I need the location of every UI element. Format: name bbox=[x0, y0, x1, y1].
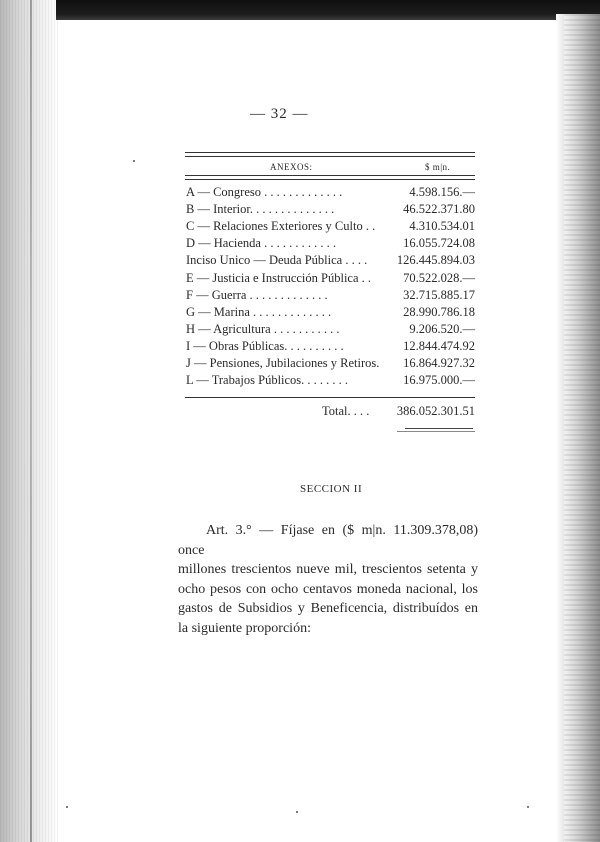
row-label: H — Agricultura . . . . . . . . . . . bbox=[186, 321, 340, 336]
table-total-row bbox=[186, 403, 475, 420]
scan-speck bbox=[296, 811, 298, 813]
page-number: — 32 — bbox=[250, 106, 309, 122]
table-row bbox=[186, 270, 475, 287]
article-paragraph bbox=[178, 521, 478, 638]
row-label: I — Obras Públicas. . . . . . . . . . bbox=[186, 338, 344, 353]
scan-right-edge bbox=[564, 14, 600, 842]
total-underline-second bbox=[397, 431, 475, 432]
table-header-rule bbox=[185, 175, 475, 180]
book-spine-shadow bbox=[0, 0, 58, 842]
row-amount: 70.522.028.— bbox=[403, 270, 475, 285]
table-row bbox=[186, 235, 475, 252]
table-row bbox=[186, 201, 475, 218]
table-header-currency: $ m|n. bbox=[425, 162, 451, 172]
row-amount: 126.445.894.03 bbox=[396, 253, 475, 268]
total-underline bbox=[405, 428, 473, 429]
section-title: SECCION II bbox=[300, 483, 363, 495]
row-amount: 16.975.000.— bbox=[403, 373, 475, 388]
scan-speck bbox=[133, 160, 135, 162]
table-header-annex: ANEXOS: bbox=[270, 162, 313, 172]
row-amount: 9.206.520.— bbox=[409, 321, 475, 336]
page-right-fold bbox=[556, 14, 564, 842]
table-row bbox=[186, 218, 475, 235]
row-label: F — Guerra . . . . . . . . . . . . . bbox=[186, 287, 328, 302]
row-amount: 4.310.534.01 bbox=[409, 219, 475, 234]
table-row bbox=[186, 355, 475, 372]
table-top-rule bbox=[185, 152, 475, 157]
table-row bbox=[186, 184, 475, 201]
row-label: L — Trabajos Públicos. . . . . . . . bbox=[186, 373, 349, 388]
article-first-line: Art. 3.° — Fíjase en ($ m|n. 11.309.378,08) once bbox=[178, 523, 478, 558]
total-label: Total. . . . bbox=[322, 404, 370, 418]
scan-top-border bbox=[56, 0, 600, 20]
scan-speck bbox=[66, 806, 68, 808]
table-row bbox=[186, 287, 475, 304]
scan-speck bbox=[527, 806, 529, 808]
row-amount: 46.522.371.80 bbox=[403, 202, 475, 217]
row-label: A — Congreso . . . . . . . . . . . . . bbox=[186, 185, 343, 199]
row-amount: 32.715.885.17 bbox=[403, 287, 475, 302]
table-row bbox=[186, 304, 475, 321]
table-row bbox=[186, 338, 475, 355]
row-label: J — Pensiones, Jubilaciones y Retiros. bbox=[186, 356, 380, 370]
row-label: C — Relaciones Exteriores y Culto . . bbox=[186, 219, 376, 234]
row-amount: 4.598.156.— bbox=[409, 185, 475, 199]
row-amount: 16.055.724.08 bbox=[403, 236, 475, 251]
table-row bbox=[186, 372, 475, 389]
table-row bbox=[186, 321, 475, 338]
row-label: Inciso Unico — Deuda Pública . . . . bbox=[186, 253, 368, 268]
row-label: G — Marina . . . . . . . . . . . . . bbox=[186, 304, 332, 319]
table-bottom-rule bbox=[185, 397, 475, 398]
row-amount: 28.990.786.18 bbox=[403, 304, 475, 319]
total-amount: 386.052.301.51 bbox=[396, 404, 475, 418]
row-amount: 12.844.474.92 bbox=[403, 338, 475, 353]
article-body: millones trescientos nueve mil, trescientos setenta y ocho pesos con ocho centavos moneda nacional, los gastos de Subsidios y Beneficencia, distribuídos en la siguiente proporción: bbox=[178, 562, 478, 636]
row-amount: 16.864.927.32 bbox=[403, 356, 475, 370]
table-row bbox=[186, 252, 475, 269]
row-label: B — Interior. . . . . . . . . . . . . . bbox=[186, 202, 335, 217]
row-label: E — Justicia e Instrucción Pública . . bbox=[186, 270, 372, 285]
row-label: D — Hacienda . . . . . . . . . . . . bbox=[186, 236, 336, 251]
